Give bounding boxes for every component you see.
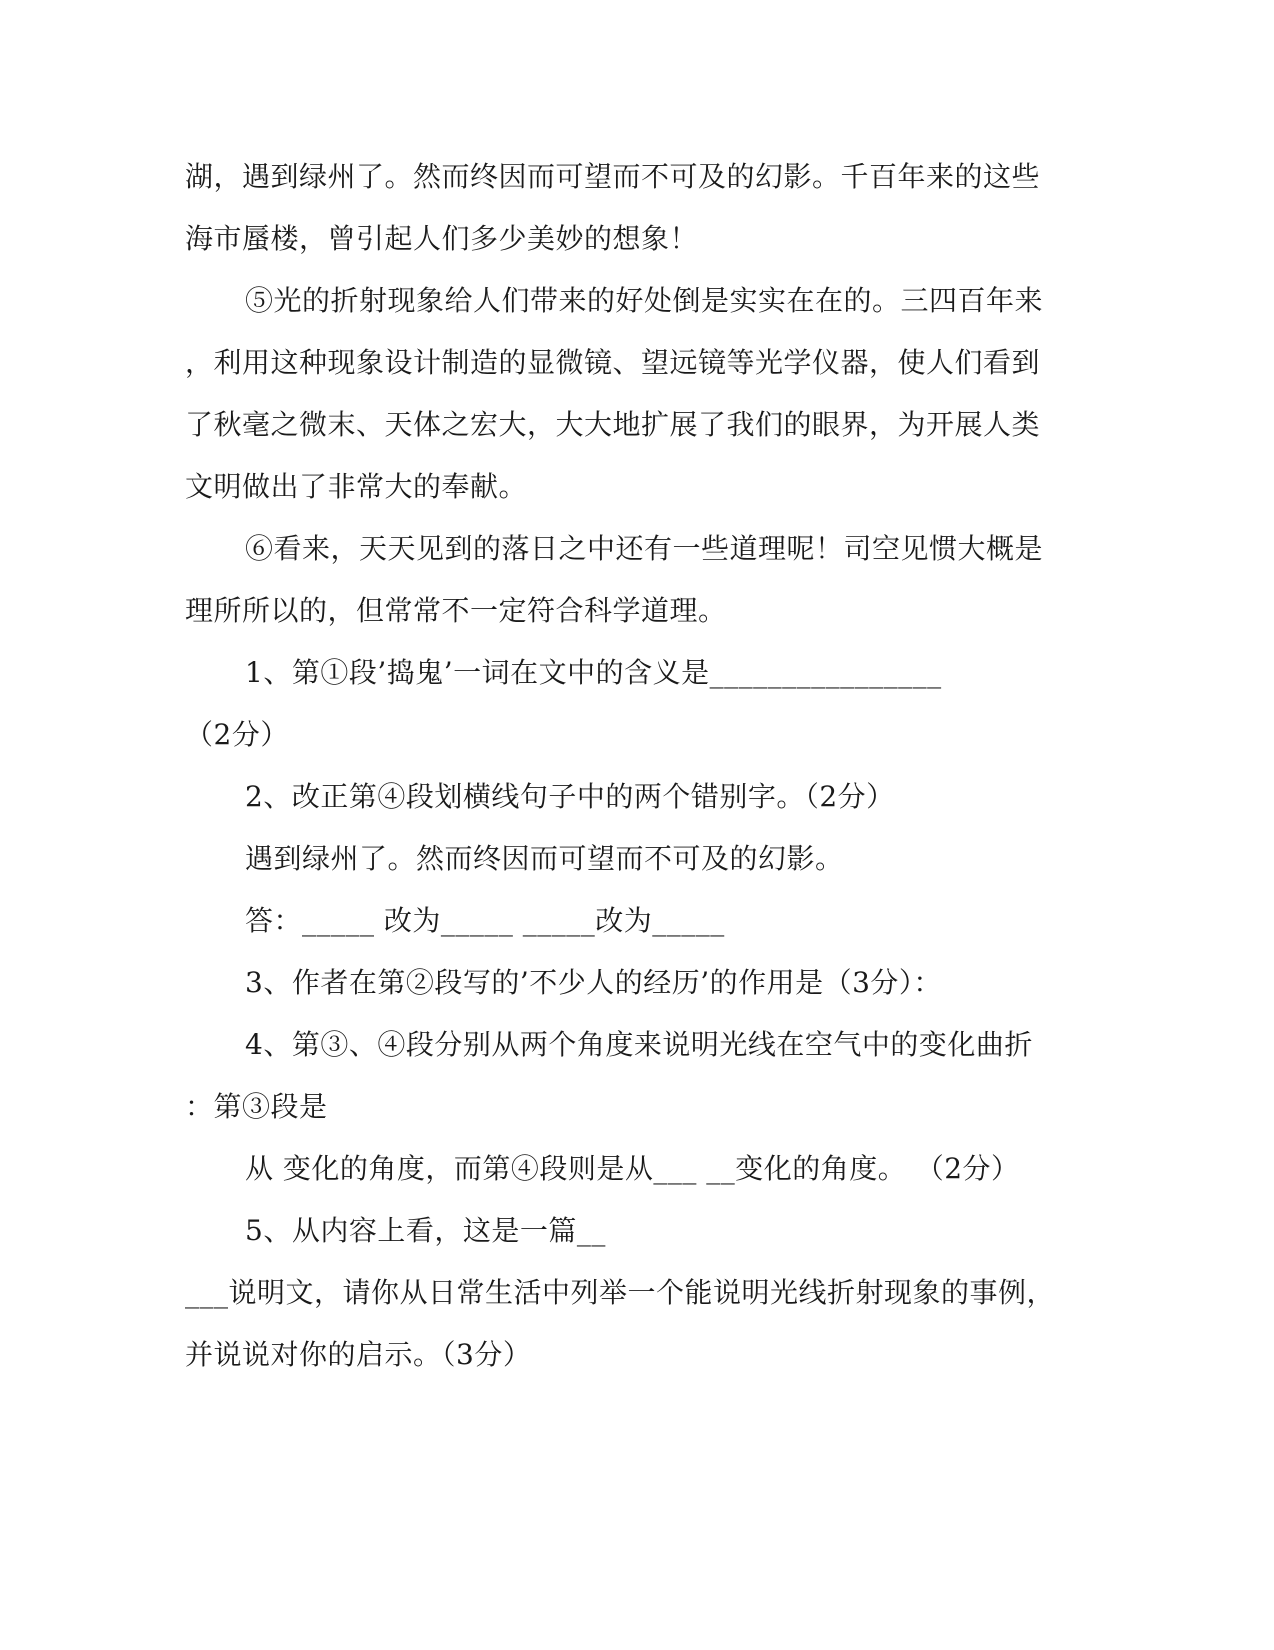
paragraph-6-line-1: ⑥看来，天天见到的落日之中还有一些道理呢！司空见惯大概是 [245, 532, 1044, 565]
question-2-sentence: 遇到绿州了。然而终因而可望而不可及的幻影。 [245, 842, 844, 875]
question-5-line-1: 5、从内容上看，这是一篇__ [245, 1214, 606, 1247]
paragraph-5-line-1: ⑤光的折射现象给人们带来的好处倒是实实在在的。三四百年来 [245, 284, 1044, 317]
paragraph-5-line-4: 文明做出了非常大的奉献。 [185, 470, 528, 503]
question-1: 1、第①段’捣鬼’一词在文中的含义是________________ [245, 656, 942, 689]
paragraph-5-line-2: ，利用这种现象设计制造的显微镜、望远镜等光学仪器，使人们看到 [185, 346, 1041, 379]
question-2-answer: 答：_____ 改为_____ _____改为_____ [245, 904, 725, 937]
question-5-line-2: ___说明文，请你从日常生活中列举一个能说明光线折射现象的事例， [185, 1276, 1056, 1309]
question-4-line-1: 4、第③、④段分别从两个角度来说明光线在空气中的变化曲折 [245, 1028, 1033, 1061]
question-4-line-3: 从 变化的角度，而第④段则是从___ __变化的角度。 （2分） [245, 1152, 1020, 1185]
text-line-2: 海市蜃楼，曾引起人们多少美妙的想象！ [185, 222, 699, 255]
paragraph-6-line-2: 理所所以的，但常常不一定符合科学道理。 [185, 594, 727, 627]
question-1-score: （2分） [185, 718, 289, 751]
question-4-line-2: ：第③段是 [185, 1090, 328, 1123]
question-3: 3、作者在第②段写的’不少人的经历’的作用是（3分）： [245, 966, 942, 999]
text-line-1: 湖，遇到绿州了。然而终因而可望而不可及的幻影。千百年来的这些 [185, 160, 1041, 193]
question-5-line-3: 并说说对你的启示。（3分） [185, 1338, 532, 1371]
paragraph-5-line-3: 了秋毫之微末、天体之宏大，大大地扩展了我们的眼界，为开展人类 [185, 408, 1041, 441]
question-2: 2、改正第④段划横线句子中的两个错别字。（2分） [245, 780, 895, 813]
